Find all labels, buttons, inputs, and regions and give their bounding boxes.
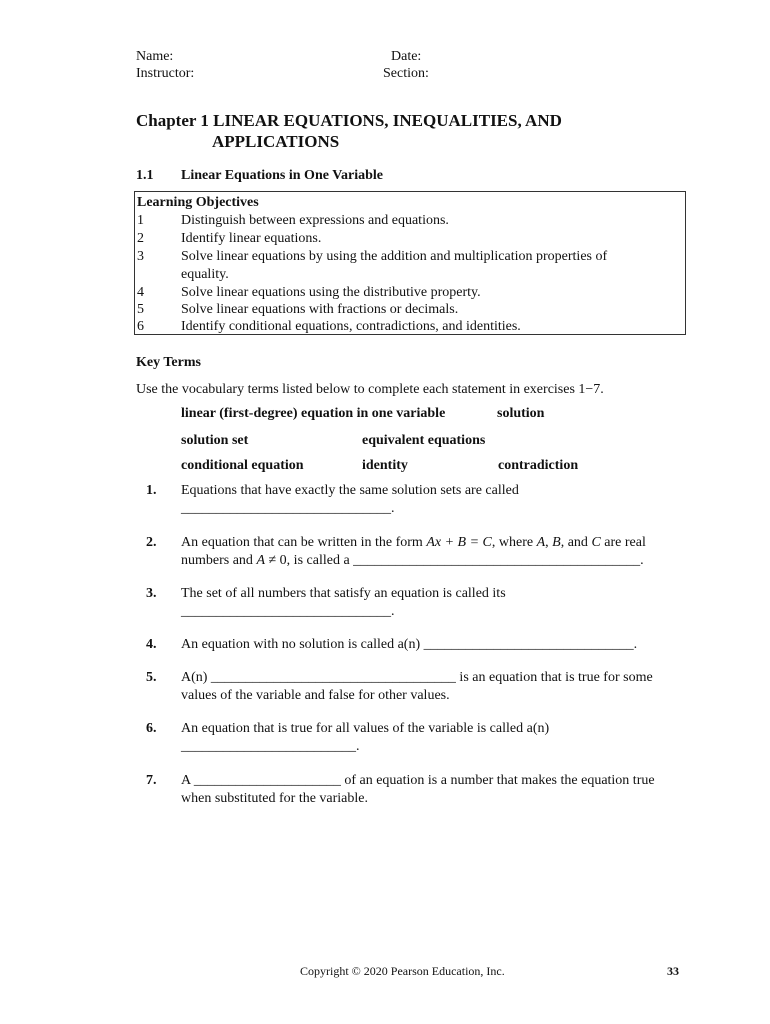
objective-number: 6: [137, 319, 144, 334]
exercise-text: An equation that is true for all values of the variable is called a(n) _________________________.: [181, 721, 550, 754]
objective-number: 2: [137, 231, 144, 246]
section-title: Linear Equations in One Variable: [181, 168, 384, 183]
exercise-number: 5.: [146, 670, 157, 685]
exercise-number: 1.: [146, 483, 157, 498]
name-label: Name:: [136, 49, 174, 64]
term-linear-equation: linear (first-degree) equation in one variable: [181, 406, 446, 421]
objective-number: 3: [137, 249, 144, 264]
objective-text: Solve linear equations using the distributive property.: [181, 285, 481, 300]
exercise-number: 6.: [146, 721, 157, 736]
term-contradiction: contradiction: [498, 458, 579, 473]
objective-text: Identify linear equations.: [181, 231, 322, 246]
term-solution: solution: [497, 406, 545, 421]
exercise-text: Equations that have exactly the same solution sets are called ______________________________.: [181, 483, 519, 516]
date-label: Date:: [391, 49, 422, 64]
objective-text: Distinguish between expressions and equations.: [181, 213, 449, 228]
exercise-text: A(n) ___________________________________ is an equation that is true for some values of the variable and false for other values.: [181, 670, 653, 703]
exercise-number: 4.: [146, 637, 157, 652]
exercise-text: A _____________________ of an equation is a number that makes the equation true when substituted for the variable.: [181, 773, 655, 806]
exercise-text: An equation with no solution is called a(n) ______________________________.: [181, 637, 638, 652]
exercise-number: 3.: [146, 586, 157, 601]
exercise-number: 7.: [146, 773, 157, 788]
key-terms-instructions: Use the vocabulary terms listed below to complete each statement in exercises 1−7.: [136, 382, 604, 397]
exercise-text: An equation that can be written in the form Ax + B = C, where A, B, and C are real numbers and A ≠ 0, is called a _________________________________________.: [181, 535, 646, 568]
term-conditional-equation: conditional equation: [181, 458, 304, 473]
exercise-number: 2.: [146, 535, 157, 550]
key-terms-heading: Key Terms: [136, 355, 201, 370]
chapter-title-line1: Chapter 1 LINEAR EQUATIONS, INEQUALITIES, AND: [136, 111, 562, 130]
term-identity: identity: [362, 458, 408, 473]
term-solution-set: solution set: [181, 433, 249, 448]
copyright-notice: Copyright © 2020 Pearson Education, Inc.: [300, 964, 505, 978]
objective-text: Identify conditional equations, contradictions, and identities.: [181, 319, 521, 334]
term-equivalent-equations: equivalent equations: [362, 433, 486, 448]
objective-number: 5: [137, 302, 144, 317]
chapter-title-line2: APPLICATIONS: [212, 132, 340, 151]
instructor-label: Instructor:: [136, 66, 195, 81]
exercise-text: The set of all numbers that satisfy an equation is called its ______________________________.: [181, 586, 506, 619]
objectives-heading: Learning Objectives: [137, 195, 259, 210]
page-number: 33: [667, 964, 679, 978]
objective-text: Solve linear equations with fractions or decimals.: [181, 302, 459, 317]
objective-number: 4: [137, 285, 144, 300]
learning-objectives-box: [134, 191, 686, 335]
section-label: Section:: [383, 66, 429, 81]
section-number: 1.1: [136, 168, 154, 183]
objective-number: 1: [137, 213, 144, 228]
objective-text: Solve linear equations by using the addition and multiplication properties of equality.: [181, 249, 608, 282]
